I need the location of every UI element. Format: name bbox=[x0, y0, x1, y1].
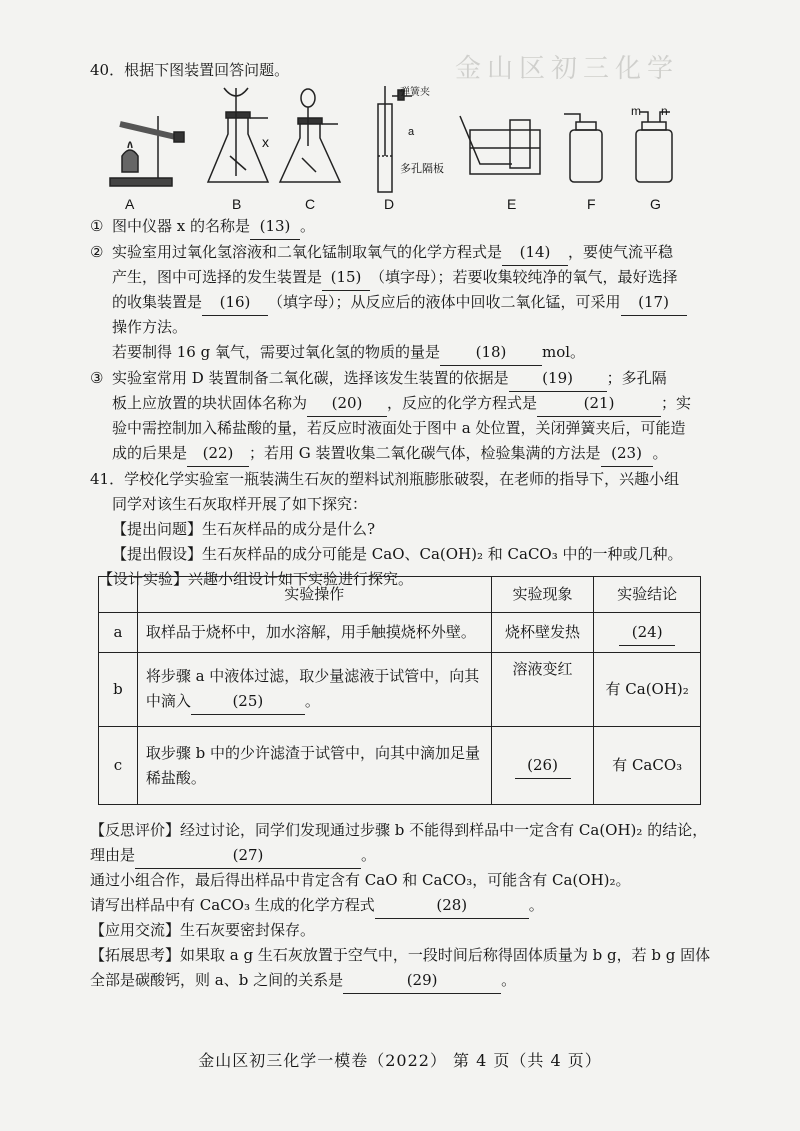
p2-line1: 实验室用过氧化氢溶液和二氧化锰制取氧气的化学方程式是 (14) ，要使气流平稳 bbox=[112, 240, 673, 266]
blank-16: (16) bbox=[202, 290, 268, 316]
blank-24: (24) bbox=[619, 620, 675, 646]
blank-26: (26) bbox=[515, 753, 571, 779]
conclusion-line: 通过小组合作，最后得出样品中肯定含有 CaO 和 CaCO₃，可能含有 Ca(OH)₂。 bbox=[90, 871, 631, 889]
p2-number: ② bbox=[90, 243, 104, 261]
blank-17: (17) bbox=[621, 290, 687, 316]
table-header-row bbox=[99, 577, 701, 613]
label-G: G bbox=[650, 196, 661, 212]
label-F: F bbox=[587, 196, 596, 212]
q41-line1: 41．学校化学实验室一瓶装满生石灰的塑料试剂瓶膨胀破裂，在老师的指导下，兴趣小组 bbox=[90, 470, 680, 488]
apparatus-figure bbox=[100, 86, 700, 216]
row-id: b bbox=[99, 653, 138, 727]
watermark: 金山区初三化学 bbox=[455, 54, 680, 84]
row-phenomenon bbox=[491, 727, 594, 805]
label-A: A bbox=[125, 196, 135, 212]
q41-line2: 同学对该生石灰取样开展了如下探究： bbox=[112, 495, 368, 513]
blank-15: (15) bbox=[322, 265, 370, 291]
label-clamp: 弹簧夹 bbox=[400, 87, 430, 98]
q41-design: 【设计实验】兴趣小组设计如下实验进行探究。 bbox=[98, 570, 414, 588]
p3-line2: 板上应放置的块状固体名称为 (20) ，反应的化学方程式是 (21) ；实 bbox=[112, 391, 691, 417]
row-operation: 将步骤 a 中液体过滤，取少量滤液于试管中，向其 中滴入 (25) 。 bbox=[137, 653, 491, 727]
apparatus-b bbox=[208, 88, 268, 182]
q41-hypothesis: 【提出假设】生石灰样品的成分可能是 CaO、Ca(OH)₂ 和 CaCO₃ 中的一种或几种。 bbox=[112, 545, 683, 563]
p2-line2: 产生，图中可选择的发生装置是 (15) （填字母）；若要收集较纯净的氧气，最好选择 bbox=[112, 265, 678, 291]
equation-line: 请写出样品中有 CaCO₃ 生成的化学方程式 (28) 。 bbox=[90, 893, 544, 919]
table-header: 实验结论 bbox=[594, 577, 701, 613]
label-B: B bbox=[232, 196, 242, 212]
reflection-line1: 【反思评价】经过讨论，同学们发现通过步骤 b 不能得到样品中一定含有 Ca(OH)₂ 的结论， bbox=[90, 821, 708, 839]
blank-20: (20) bbox=[307, 391, 387, 417]
row-operation: 取步骤 b 中的少许滤渣于试管中，向其中滴加足量 稀盐酸。 bbox=[137, 727, 491, 805]
p2-line4: 操作方法。 bbox=[112, 318, 188, 336]
row-phenomenon: 溶液变红 bbox=[491, 653, 594, 727]
extension-line2: 全部是碳酸钙，则 a、b 之间的关系是 (29) 。 bbox=[90, 968, 516, 994]
blank-23: (23) bbox=[601, 441, 653, 467]
experiment-table bbox=[98, 576, 701, 805]
q40-title: 40．根据下图装置回答问题。 bbox=[90, 61, 290, 79]
apparatus-g bbox=[636, 112, 672, 182]
table-header bbox=[99, 577, 138, 613]
table-header: 实验操作 bbox=[137, 577, 491, 613]
blank-25: (25) bbox=[191, 689, 305, 715]
page-footer: 金山区初三化学一模卷（2022） 第 4 页（共 4 页） bbox=[198, 1051, 602, 1070]
p3-number: ③ bbox=[90, 369, 104, 387]
apparatus-e bbox=[460, 116, 540, 174]
label-D: D bbox=[384, 196, 395, 212]
apparatus-f bbox=[564, 114, 602, 182]
p1-line: 图中仪器 x 的名称是 (13) 。 bbox=[112, 214, 315, 240]
blank-27: (27) bbox=[135, 843, 361, 869]
p3-line3: 验中需控制加入稀盐酸的量，若反应时液面处于图中 a 处位置，关闭弹簧夹后，可能造 bbox=[112, 419, 686, 437]
blank-29: (29) bbox=[343, 968, 501, 994]
apparatus-a bbox=[110, 116, 184, 186]
row-id: a bbox=[99, 613, 138, 653]
p2-line5: 若要制得 16 g 氧气，需要过氧化氢的物质的量是 (18) mol。 bbox=[112, 340, 585, 366]
table-header: 实验现象 bbox=[491, 577, 594, 613]
blank-22: (22) bbox=[187, 441, 249, 467]
label-C: C bbox=[305, 196, 316, 212]
label-plate: 多孔隔板 bbox=[400, 163, 444, 175]
row-conclusion: 有 Ca(OH)₂ bbox=[594, 653, 701, 727]
row-operation: 取样品于烧杯中，加水溶解，用手触摸烧杯外壁。 bbox=[137, 613, 491, 653]
blank-13: (13) bbox=[250, 214, 300, 240]
label-n: n bbox=[661, 104, 668, 118]
p1-number: ① bbox=[90, 217, 104, 235]
blank-18: (18) bbox=[440, 340, 542, 366]
label-x: x bbox=[262, 134, 269, 150]
row-id: c bbox=[99, 727, 138, 805]
blank-28: (28) bbox=[375, 893, 529, 919]
application-line: 【应用交流】生石灰要密封保存。 bbox=[90, 921, 316, 939]
q41-question: 【提出问题】生石灰样品的成分是什么? bbox=[112, 520, 376, 538]
apparatus-c bbox=[280, 89, 340, 182]
extension-line1: 【拓展思考】如果取 a g 生石灰放置于空气中，一段时间后称得固体质量为 b g，若 b g 固体 bbox=[90, 946, 711, 964]
blank-14: (14) bbox=[502, 240, 568, 266]
blank-21: (21) bbox=[537, 391, 661, 417]
reflection-line2: 理由是 (27) 。 bbox=[90, 843, 376, 869]
table-row bbox=[99, 653, 701, 727]
label-m: m bbox=[631, 104, 641, 118]
blank-19: (19) bbox=[509, 366, 607, 392]
row-conclusion bbox=[594, 613, 701, 653]
row-conclusion: 有 CaCO₃ bbox=[594, 727, 701, 805]
table-row bbox=[99, 613, 701, 653]
label-E: E bbox=[507, 196, 517, 212]
row-phenomenon: 烧杯壁发热 bbox=[491, 613, 594, 653]
table-row bbox=[99, 727, 701, 805]
p2-line3: 的收集装置是 (16) （填字母）；从反应后的液体中回收二氧化锰，可采用 (17) bbox=[112, 290, 687, 316]
p3-line1: 实验室常用 D 装置制备二氧化碳，选择该发生装置的依据是 (19) ；多孔隔 bbox=[112, 366, 667, 392]
p3-line4: 成的后果是 (22) ；若用 G 装置收集二氧化碳气体，检验集满的方法是 (23) 。 bbox=[112, 441, 668, 467]
label-a: a bbox=[408, 126, 415, 138]
